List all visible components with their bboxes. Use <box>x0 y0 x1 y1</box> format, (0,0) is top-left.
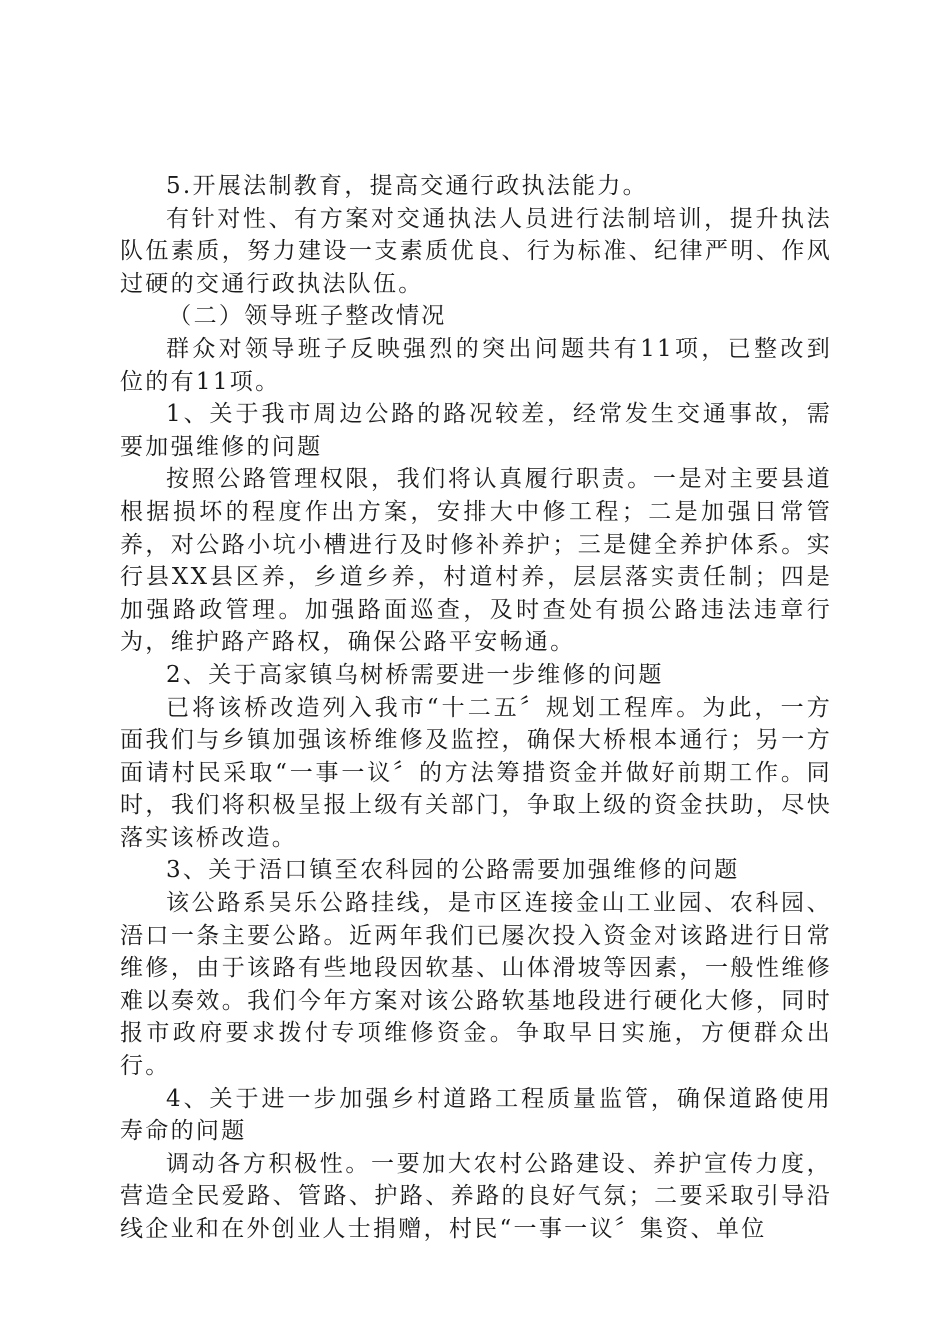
item-heading-3: 3、关于浯口镇至农科园的公路需要加强维修的问题 <box>166 857 740 884</box>
item-heading-2: 2、关于高家镇乌树桥需要进一步维修的问题 <box>166 661 664 688</box>
paragraph-training: 有针对性、有方案对交通执法人员进行法制培训，提升执法队伍素质，努力建设一支素质优良、行为标准、纪律严明、作风过硬的交通行政执法队伍。 <box>120 205 832 297</box>
item-heading-4: 4、关于进一步加强乡村道路工程质量监管，确保道路使用寿命的问题 <box>120 1085 832 1145</box>
paragraph-mobilize: 调动各方积极性。一要加大农村公路建设、养护宣传力度，营造全民爱路、管路、护路、养路的良好气氛；二要采取引导沿线企业和在外创业人士捐赠，村民“一事一议〞集资、单位 <box>120 1150 832 1242</box>
paragraph-road-repair: 该公路系吴乐公路挂线，是市区连接金山工业园、农科园、浯口一条主要公路。近两年我们已屡次投入资金对该路进行日常维修，由于该路有些地段因软基、山体滑坡等因素，一般性维修难以奏效。我们今年方案对该公路软基地段进行硬化大修，同时报市政府要求拨付专项维修资金。争取早日实施，方便群众出行。 <box>120 890 832 1080</box>
paragraph-bridge: 已将该桥改造列入我市“十二五〞规划工程库。为此，一方面我们与乡镇加强该桥维修及监控，确保大桥根本通行；另一方面请村民采取“一事一议〞的方法筹措资金并做好前期工作。同时，我们将积极呈报上级有关部门，争取上级的资金扶助，尽快落实该桥改造。 <box>120 694 832 851</box>
paragraph-summary: 群众对领导班子反映强烈的突出问题共有11项，已整改到位的有11项。 <box>120 335 832 395</box>
paragraph-road-management: 按照公路管理权限，我们将认真履行职责。一是对主要县道根据损坏的程度作出方案，安排大中修工程；二是加强日常管养，对公路小坑小槽进行及时修补养护；三是健全养护体系。实行县XX县区养，乡道乡养，村道村养，层层落实责任制；四是加强路政管理。加强路面巡查，及时查处有损公路违法违章行为，维护路产路权，确保公路平安畅通。 <box>120 466 832 656</box>
section-heading-leadership: （二）领导班子整改情况 <box>168 303 447 330</box>
item-heading-1: 1、关于我市周边公路的路况较差，经常发生交通事故，需要加强维修的问题 <box>120 401 832 460</box>
item-heading-5: 5.开展法制教育，提高交通行政执法能力。 <box>166 173 648 199</box>
document-body <box>120 170 832 1246</box>
